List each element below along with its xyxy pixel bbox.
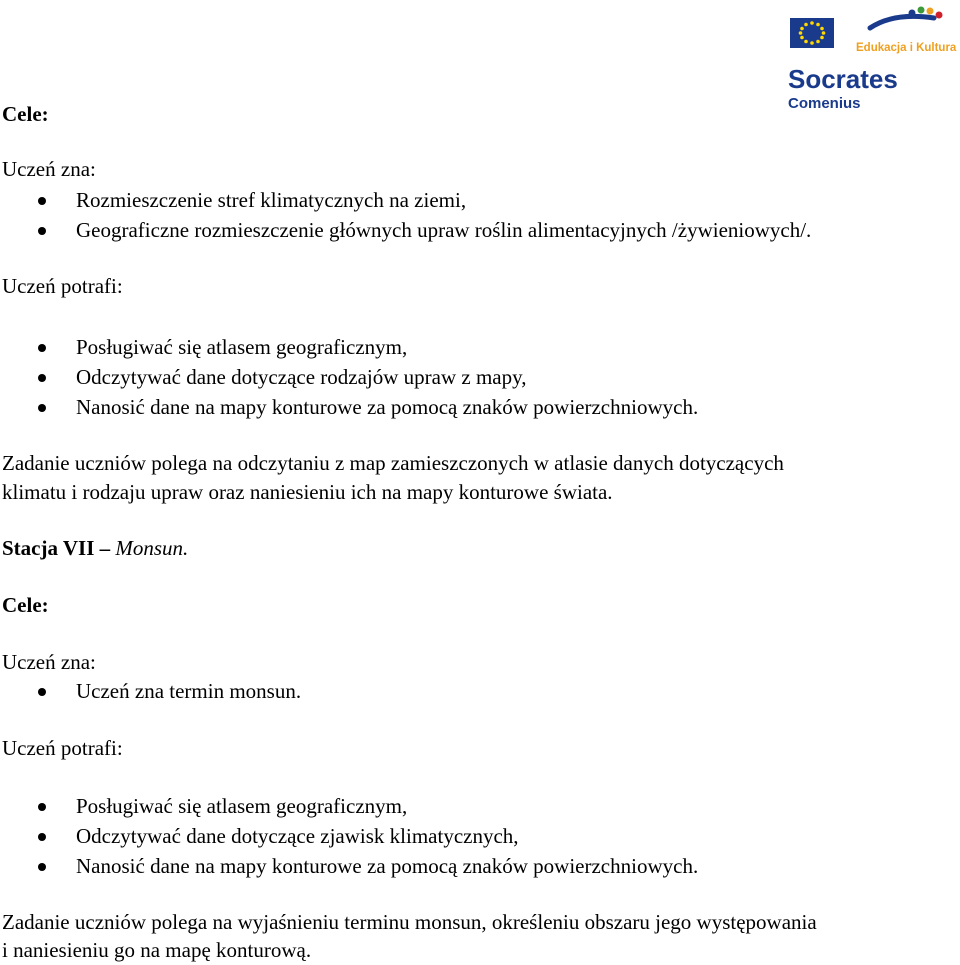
potrafi-list [0,792,698,882]
zadanie-paragraph-line: i naniesieniu go na mapę konturową. [2,938,312,962]
zadanie-paragraph-line: Zadanie uczniów polega na wyjaśnieniu terminu monsun, określeniu obszaru jego występowania [2,910,817,934]
potrafi-label: Uczeń potrafi: [2,274,123,298]
zna-label: Uczeń zna: [2,157,96,181]
station-topic: Monsun. [115,536,189,560]
zna-list [0,186,811,246]
list-item: Posługiwać się atlasem geograficznym, [0,792,698,822]
zna-list [0,677,301,707]
list-item: Nanosić dane na mapy konturowe za pomocą znaków powierzchniowych. [0,852,698,882]
list-item: Posługiwać się atlasem geograficznym, [0,333,698,363]
station-heading [2,534,188,563]
logo-subname-text: Comenius [788,95,861,112]
potrafi-label: Uczeń potrafi: [2,736,123,760]
zadanie-paragraph-line: Zadanie uczniów polega na odczytaniu z map zamieszczonych w atlasie danych dotyczących [2,451,784,475]
list-item: Geograficzne rozmieszczenie głównych upraw roślin alimentacyjnych /żywieniowych/. [0,216,811,246]
list-item: Rozmieszczenie stref klimatycznych na ziemi, [0,186,811,216]
list-item: Nanosić dane na mapy konturowe za pomocą znaków powierzchniowych. [0,393,698,423]
potrafi-list [0,333,698,423]
logo-name-text: Socrates [788,64,898,94]
logo-graphic [784,4,960,114]
station-title: Stacja VII – [2,536,111,560]
list-item: Odczytywać dane dotyczące rodzajów upraw z mapy, [0,363,698,393]
list-item: Uczeń zna termin monsun. [0,677,301,707]
list-item: Odczytywać dane dotyczące zjawisk klimatycznych, [0,822,698,852]
zna-label: Uczeń zna: [2,650,96,674]
socrates-comenius-logo [784,4,960,114]
swoosh-icon [870,7,943,29]
logo-programme-text: Edukacja i Kultura [856,42,957,54]
zadanie-paragraph-line: klimatu i rodzaju upraw oraz naniesieniu ich na mapy konturowe świata. [2,480,613,504]
cele-heading: Cele: [2,593,49,617]
cele-heading: Cele: [2,102,49,126]
